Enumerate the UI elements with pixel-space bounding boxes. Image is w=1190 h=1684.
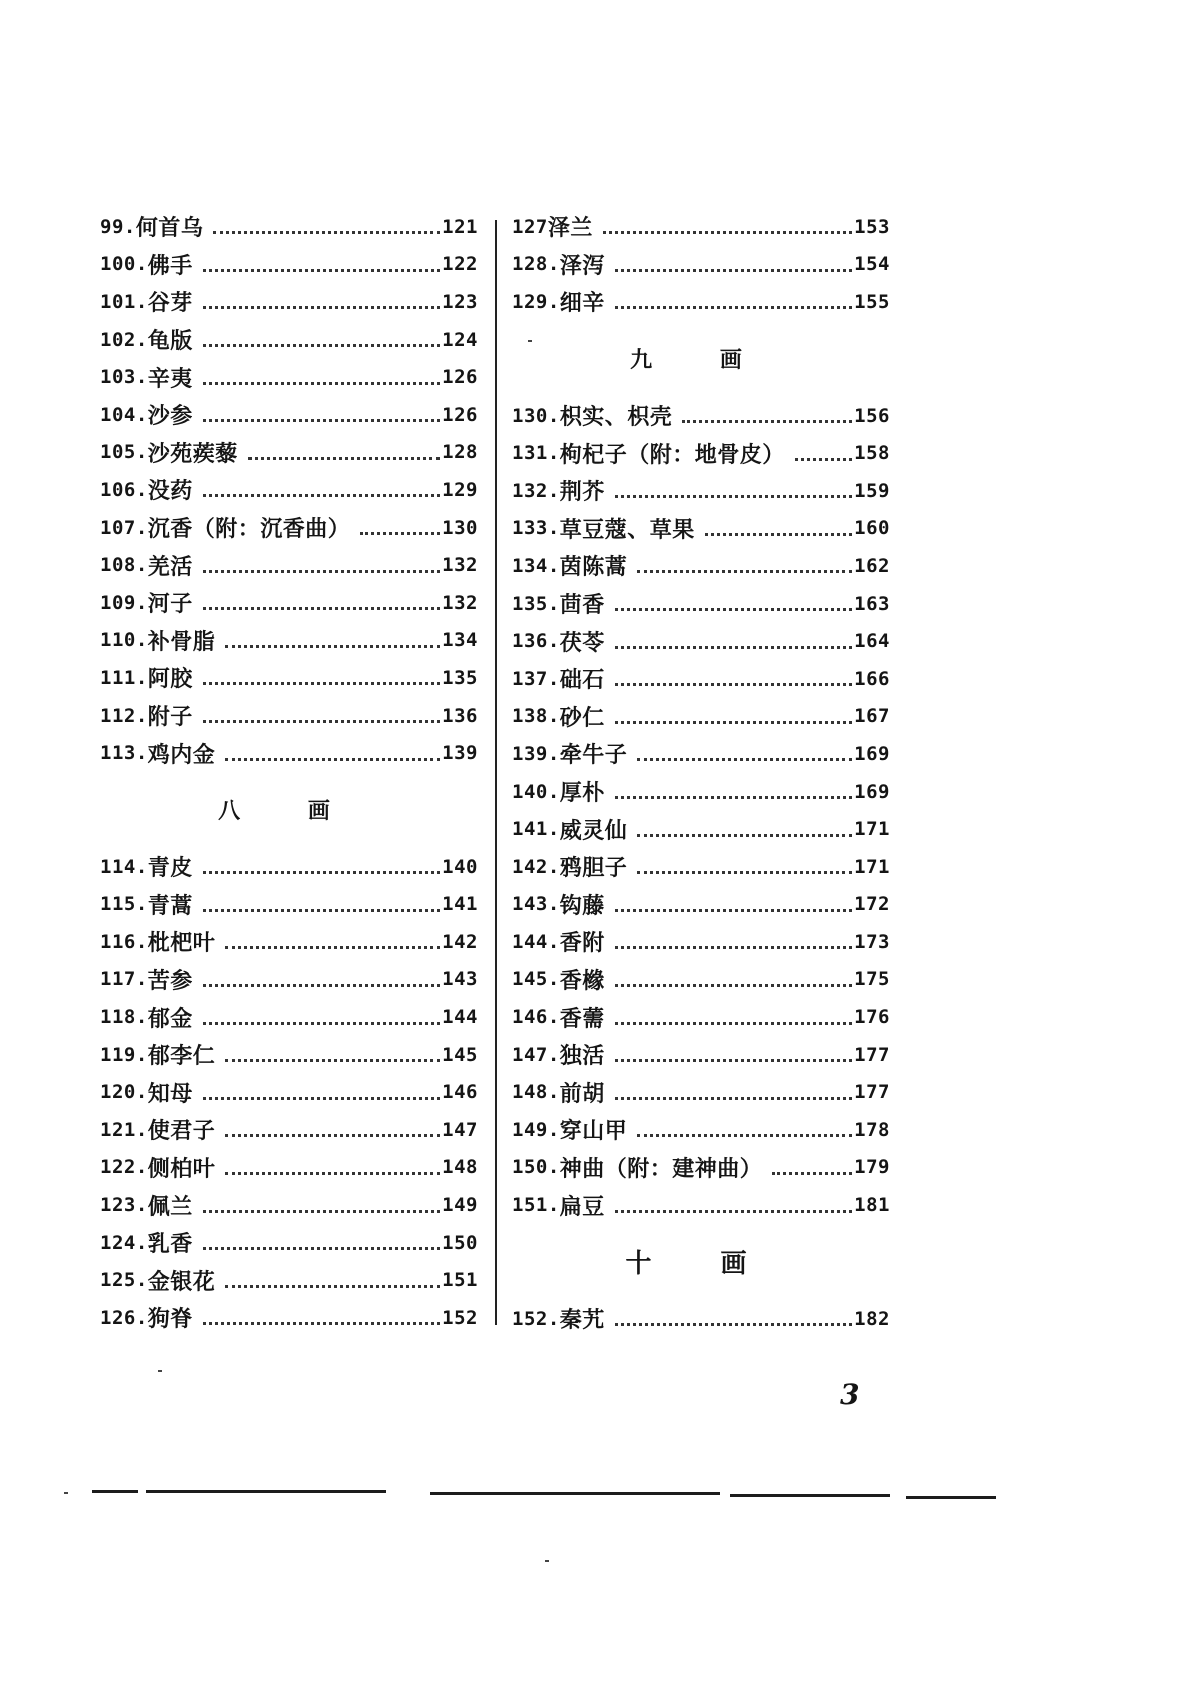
dot-leader [615, 792, 852, 799]
toc-entry [512, 1186, 890, 1224]
toc-entry [100, 659, 478, 697]
entry-page-number: 179 [854, 1156, 890, 1179]
right-entry-group [512, 397, 890, 1224]
toc-entry [100, 584, 478, 622]
entry-page-number: 146 [442, 1081, 478, 1104]
dot-leader [225, 942, 440, 949]
toc-entry [512, 961, 890, 999]
entry-number: 105. [100, 441, 148, 464]
toc-entry [512, 208, 890, 246]
entry-title: 香附 [559, 930, 605, 957]
entry-title: 鸦胆子 [559, 855, 628, 882]
dot-leader [705, 529, 852, 536]
dot-leader [615, 1018, 852, 1025]
entry-title: 牵牛子 [559, 742, 628, 769]
dot-leader [615, 1206, 852, 1213]
entry-title: 香橼 [559, 967, 605, 994]
entry-page-number: 150 [442, 1231, 478, 1254]
entry-number: 149. [512, 1118, 560, 1141]
entry-number: 139. [512, 742, 560, 765]
toc-entry [512, 397, 890, 435]
toc-entry [512, 246, 890, 284]
entry-title: 茯苓 [559, 629, 605, 656]
toc-entry [512, 735, 890, 773]
entry-title: 郁李仁 [147, 1043, 216, 1070]
entry-number: 124. [100, 1231, 148, 1254]
dot-leader [213, 227, 440, 234]
entry-page-number: 172 [854, 893, 890, 916]
toc-entry [100, 998, 478, 1036]
entry-title: 泽泻 [559, 252, 605, 279]
entry-page-number: 175 [854, 968, 890, 991]
bottom-rule-segment [906, 1496, 996, 1499]
toc-entry [100, 358, 478, 396]
section-heading-ba-hua: 八 画 [218, 798, 360, 825]
right-column [512, 208, 890, 1337]
entry-page-number: 173 [854, 930, 890, 953]
entry-number: 108. [100, 554, 148, 577]
dot-leader [615, 642, 852, 649]
entry-number: 135. [512, 592, 560, 615]
entry-number: 99. [100, 215, 136, 238]
dot-leader [203, 490, 440, 497]
entry-number: 101. [100, 290, 148, 313]
entry-number: 129. [512, 290, 560, 313]
entry-number: 125. [100, 1269, 148, 1292]
entry-number: 147. [512, 1043, 560, 1066]
left-column [100, 208, 478, 1337]
entry-page-number: 126 [442, 366, 478, 389]
entry-title: 香薷 [559, 1005, 605, 1032]
dot-leader [203, 1093, 440, 1100]
toc-entry [100, 509, 478, 547]
toc-entry [512, 510, 890, 548]
entry-title: 沙苑蒺藜 [147, 440, 238, 467]
entry-title: 沙参 [147, 403, 193, 430]
toc-entry [512, 848, 890, 886]
entry-number: 132. [512, 479, 560, 502]
entry-title: 何首乌 [135, 215, 204, 242]
entry-title: 茵陈蒿 [559, 554, 628, 581]
toc-entry [512, 1111, 890, 1149]
dot-leader [637, 867, 852, 874]
entry-number: 136. [512, 630, 560, 653]
toc-entry [100, 1224, 478, 1262]
entry-title: 龟版 [147, 328, 193, 355]
entry-number: 121. [100, 1118, 148, 1141]
dot-leader [203, 378, 440, 385]
dot-leader [248, 453, 440, 460]
entry-page-number: 139 [442, 742, 478, 765]
entry-number: 145. [512, 968, 560, 991]
toc-entry [100, 848, 478, 886]
entry-title: 狗脊 [147, 1306, 193, 1333]
entry-page-number: 153 [854, 215, 890, 238]
dot-leader [615, 491, 852, 498]
dot-leader [203, 678, 440, 685]
toc-entry [100, 283, 478, 321]
entry-number: 146. [512, 1006, 560, 1029]
entry-page-number: 140 [442, 855, 478, 878]
dot-leader [615, 980, 852, 987]
dot-leader [615, 604, 852, 611]
entry-title: 秦艽 [559, 1307, 605, 1334]
entry-page-number: 177 [854, 1043, 890, 1066]
bottom-rule-segment [430, 1492, 720, 1495]
entry-title: 补骨脂 [147, 628, 216, 655]
toc-entry [100, 622, 478, 660]
dot-leader [603, 227, 852, 234]
dot-leader [203, 603, 440, 610]
entry-number: 103. [100, 366, 148, 389]
left-entry-group [100, 208, 478, 772]
entry-page-number: 169 [854, 742, 890, 765]
entry-number: 151. [512, 1194, 560, 1217]
dot-leader [615, 302, 852, 309]
dot-leader [615, 905, 852, 912]
entry-number: 113. [100, 742, 148, 765]
dot-leader [203, 1318, 440, 1325]
entry-page-number: 148 [442, 1156, 478, 1179]
toc-entry [100, 697, 478, 735]
entry-page-number: 163 [854, 592, 890, 615]
toc-entry [100, 961, 478, 999]
entry-page-number: 124 [442, 328, 478, 351]
dot-leader [203, 867, 440, 874]
entry-number: 104. [100, 403, 148, 426]
toc-entry [100, 1036, 478, 1074]
entry-number: 110. [100, 629, 148, 652]
toc-entry [512, 923, 890, 961]
entry-title: 泽兰 [547, 215, 593, 242]
dot-leader [637, 1130, 852, 1137]
dot-leader [615, 265, 852, 272]
entry-number: 148. [512, 1081, 560, 1104]
dot-leader [360, 528, 440, 535]
entry-page-number: 147 [442, 1118, 478, 1141]
dot-leader [203, 1243, 440, 1250]
entry-title: 扁豆 [559, 1193, 605, 1220]
entry-title: 辛夷 [147, 365, 193, 392]
entry-page-number: 176 [854, 1006, 890, 1029]
entry-title: 穿山甲 [559, 1118, 628, 1145]
entry-number: 111. [100, 666, 148, 689]
dot-leader [637, 830, 852, 837]
entry-page-number: 130 [442, 516, 478, 539]
entry-page-number: 169 [854, 780, 890, 803]
left-entry-group [100, 848, 478, 1337]
entry-title: 钩藤 [559, 892, 605, 919]
dot-leader [203, 716, 440, 723]
entry-title: 知母 [147, 1080, 193, 1107]
entry-number: 137. [512, 667, 560, 690]
entry-page-number: 171 [854, 818, 890, 841]
dot-leader [615, 1093, 852, 1100]
toc-entry [512, 886, 890, 924]
dot-leader [615, 1055, 852, 1062]
entry-page-number: 135 [442, 666, 478, 689]
dot-leader [615, 1319, 852, 1326]
toc-entry [100, 1186, 478, 1224]
dot-leader [225, 1168, 440, 1175]
toc-entry [512, 622, 890, 660]
dot-leader [203, 265, 440, 272]
entry-number: 100. [100, 253, 148, 276]
entry-title: 河子 [147, 591, 193, 618]
entry-number: 120. [100, 1081, 148, 1104]
dot-leader [203, 980, 440, 987]
entry-page-number: 141 [442, 893, 478, 916]
entry-number: 123. [100, 1194, 148, 1217]
entry-title: 苦参 [147, 967, 193, 994]
section-heading-shi-hua: 十 画 [625, 1249, 777, 1280]
dot-leader [203, 1206, 440, 1213]
entry-number: 117. [100, 968, 148, 991]
toc-entry [512, 434, 890, 472]
entry-title: 青皮 [147, 855, 193, 882]
toc-entry [100, 886, 478, 924]
entry-page-number: 145 [442, 1043, 478, 1066]
entry-title: 茴香 [559, 592, 605, 619]
entry-title: 佩兰 [147, 1193, 193, 1220]
entry-title: 青蒿 [147, 892, 193, 919]
entry-page-number: 182 [854, 1307, 890, 1330]
entry-page-number: 134 [442, 629, 478, 652]
entry-number: 131. [512, 442, 560, 465]
entry-number: 142. [512, 855, 560, 878]
entry-number: 143. [512, 893, 560, 916]
dot-leader [225, 641, 440, 648]
column-divider [495, 220, 497, 1325]
dot-leader [682, 416, 852, 423]
entry-number: 152. [512, 1307, 560, 1330]
entry-number: 127 [512, 215, 548, 238]
right-entry-group [512, 208, 890, 321]
entry-title: 没药 [147, 478, 193, 505]
entry-number: 102. [100, 328, 148, 351]
dot-leader [203, 302, 440, 309]
entry-title: 谷芽 [147, 290, 193, 317]
entry-number: 112. [100, 704, 148, 727]
entry-page-number: 177 [854, 1081, 890, 1104]
entry-page-number: 144 [442, 1006, 478, 1029]
entry-title: 细辛 [559, 290, 605, 317]
dot-leader [795, 454, 852, 461]
toc-entry [100, 321, 478, 359]
entry-number: 114. [100, 855, 148, 878]
entry-number: 115. [100, 893, 148, 916]
toc-entry [100, 1111, 478, 1149]
entry-page-number: 122 [442, 253, 478, 276]
toc-entry [100, 734, 478, 772]
entry-number: 107. [100, 516, 148, 539]
entry-page-number: 178 [854, 1118, 890, 1141]
entry-title: 羌活 [147, 553, 193, 580]
dot-leader [225, 1281, 440, 1288]
entry-title: 威灵仙 [559, 817, 628, 844]
toc-entry [100, 1149, 478, 1187]
entry-number: 128. [512, 253, 560, 276]
entry-number: 130. [512, 404, 560, 427]
scan-speck [528, 340, 532, 342]
page-number: 3 [840, 1378, 860, 1411]
dot-leader [203, 1018, 440, 1025]
entry-number: 150. [512, 1156, 560, 1179]
entry-number: 138. [512, 705, 560, 728]
toc-entry [512, 998, 890, 1036]
entry-page-number: 171 [854, 855, 890, 878]
entry-page-number: 156 [854, 404, 890, 427]
entry-page-number: 143 [442, 968, 478, 991]
scan-speck [158, 1370, 162, 1372]
entry-number: 118. [100, 1006, 148, 1029]
toc-entry [512, 1300, 890, 1338]
dot-leader [225, 754, 440, 761]
dot-leader [615, 942, 852, 949]
entry-title: 乳香 [147, 1231, 193, 1258]
toc-entry [100, 396, 478, 434]
dot-leader [203, 415, 440, 422]
scan-speck [545, 1560, 549, 1562]
toc-entry [512, 1073, 890, 1111]
entry-page-number: 152 [442, 1306, 478, 1329]
toc-entry [512, 283, 890, 321]
entry-title: 枇杷叶 [147, 930, 216, 957]
toc-entry [512, 547, 890, 585]
entry-title: 草豆蔻、草果 [559, 516, 695, 543]
dot-leader [615, 679, 852, 686]
entry-title: 荆芥 [559, 479, 605, 506]
toc-entry [100, 434, 478, 472]
dot-leader [615, 717, 852, 724]
entry-page-number: 158 [854, 442, 890, 465]
entry-number: 126. [100, 1306, 148, 1329]
entry-title: 枸杞子（附：地骨皮） [559, 441, 785, 468]
entry-title: 金银花 [147, 1268, 216, 1295]
entry-number: 133. [512, 517, 560, 540]
entry-number: 119. [100, 1043, 148, 1066]
section-heading-jiu-hua: 九 画 [630, 347, 772, 374]
toc-entry [512, 698, 890, 736]
toc-entry [512, 810, 890, 848]
dot-leader [203, 340, 440, 347]
entry-number: 140. [512, 780, 560, 803]
dot-leader [637, 754, 852, 761]
entry-number: 106. [100, 478, 148, 501]
entry-page-number: 142 [442, 930, 478, 953]
toc-entry [100, 471, 478, 509]
entry-page-number: 166 [854, 667, 890, 690]
toc-entry [100, 246, 478, 284]
entry-page-number: 151 [442, 1269, 478, 1292]
toc-entry [512, 472, 890, 510]
toc-entry [100, 1073, 478, 1111]
entry-title: 使君子 [147, 1118, 216, 1145]
entry-page-number: 162 [854, 554, 890, 577]
entry-number: 116. [100, 930, 148, 953]
entry-number: 109. [100, 591, 148, 614]
entry-page-number: 123 [442, 290, 478, 313]
toc-entry [512, 585, 890, 623]
entry-title: 佛手 [147, 252, 193, 279]
scan-speck [64, 1492, 68, 1494]
entry-page-number: 160 [854, 517, 890, 540]
entry-page-number: 159 [854, 479, 890, 502]
toc-entry [512, 660, 890, 698]
entry-title: 枳实、枳壳 [559, 404, 673, 431]
toc-entry [100, 1299, 478, 1337]
entry-page-number: 129 [442, 478, 478, 501]
dot-leader [637, 566, 852, 573]
dot-leader [225, 1130, 440, 1137]
entry-page-number: 132 [442, 554, 478, 577]
entry-page-number: 154 [854, 253, 890, 276]
toc-entry [512, 1149, 890, 1187]
entry-title: 厚朴 [559, 780, 605, 807]
right-entry-group [512, 1300, 890, 1338]
entry-title: 神曲（附：建神曲） [559, 1155, 763, 1182]
entry-title: 础石 [559, 667, 605, 694]
entry-page-number: 164 [854, 630, 890, 653]
entry-title: 阿胶 [147, 666, 193, 693]
toc-entry [512, 773, 890, 811]
dot-leader [772, 1168, 852, 1175]
entry-page-number: 121 [442, 215, 478, 238]
entry-page-number: 167 [854, 705, 890, 728]
entry-page-number: 132 [442, 591, 478, 614]
entry-page-number: 126 [442, 403, 478, 426]
toc-entry [100, 546, 478, 584]
toc-entry [100, 1261, 478, 1299]
entry-title: 郁金 [147, 1005, 193, 1032]
entry-number: 141. [512, 818, 560, 841]
entry-number: 144. [512, 930, 560, 953]
entry-title: 前胡 [559, 1080, 605, 1107]
bottom-rule-segment [146, 1490, 386, 1493]
entry-number: 122. [100, 1156, 148, 1179]
entry-title: 附子 [147, 704, 193, 731]
entry-title: 砂仁 [559, 704, 605, 731]
entry-title: 鸡内金 [147, 741, 216, 768]
toc-entry [512, 1036, 890, 1074]
dot-leader [203, 905, 440, 912]
entry-title: 侧柏叶 [147, 1155, 216, 1182]
entry-page-number: 149 [442, 1194, 478, 1217]
bottom-rule-segment [730, 1494, 890, 1497]
toc-entry [100, 208, 478, 246]
entry-page-number: 181 [854, 1194, 890, 1217]
entry-page-number: 128 [442, 441, 478, 464]
bottom-rule-segment [92, 1490, 138, 1493]
entry-title: 沉香（附：沉香曲） [147, 516, 351, 543]
entry-title: 独活 [559, 1043, 605, 1070]
entry-page-number: 155 [854, 290, 890, 313]
toc-entry [100, 923, 478, 961]
entry-number: 134. [512, 554, 560, 577]
dot-leader [203, 566, 440, 573]
entry-page-number: 136 [442, 704, 478, 727]
dot-leader [225, 1055, 440, 1062]
